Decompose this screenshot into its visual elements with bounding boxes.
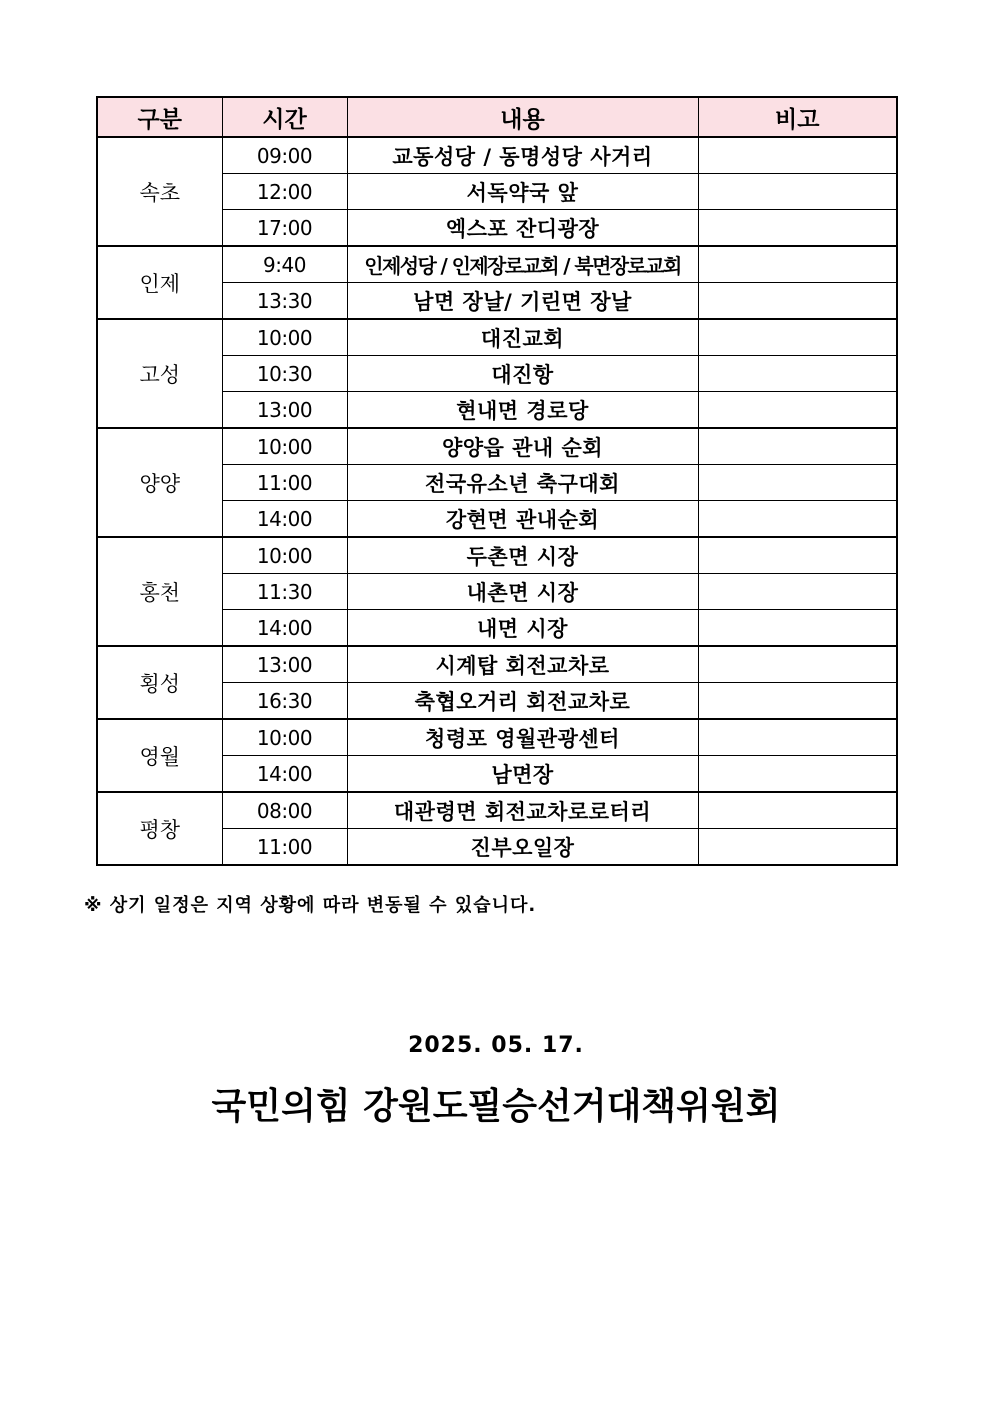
note-cell — [698, 392, 897, 429]
organization-name: 국민의힘 강원도필승선거대책위원회 — [211, 1086, 781, 1127]
content-cell: 내촌면 시장 — [347, 574, 698, 610]
schedule-table — [96, 96, 898, 866]
region-cell: 인제 — [97, 246, 222, 319]
note-cell — [698, 610, 897, 647]
content-cell: 시계탑 회전교차로 — [347, 646, 698, 683]
time-cell: 14:00 — [222, 501, 347, 538]
region-cell: 횡성 — [97, 646, 222, 719]
time-cell: 10:30 — [222, 356, 347, 392]
header-time: 시간 — [222, 97, 347, 137]
content-cell: 두촌면 시장 — [347, 537, 698, 574]
content-cell: 축협오거리 회전교차로 — [347, 683, 698, 720]
time-cell: 09:00 — [222, 137, 347, 174]
footnote: ※ 상기 일정은 지역 상황에 따라 변동될 수 있습니다. — [84, 895, 537, 916]
table-row — [97, 719, 897, 756]
note-cell — [698, 829, 897, 866]
schedule-body — [97, 137, 897, 865]
content-cell: 서독약국 앞 — [347, 174, 698, 210]
time-cell: 11:00 — [222, 465, 347, 501]
note-cell — [698, 210, 897, 247]
time-cell: 16:30 — [222, 683, 347, 720]
note-cell — [698, 756, 897, 793]
note-cell — [698, 501, 897, 538]
time-cell: 08:00 — [222, 792, 347, 829]
table-row — [97, 646, 897, 683]
header-category: 구분 — [97, 97, 222, 137]
content-cell: 청령포 영월관광센터 — [347, 719, 698, 756]
note-cell — [698, 174, 897, 210]
note-cell — [698, 246, 897, 283]
content-cell: 교동성당 / 동명성당 사거리 — [347, 137, 698, 174]
note-cell — [698, 428, 897, 465]
content-cell: 엑스포 잔디광장 — [347, 210, 698, 247]
table-row — [97, 319, 897, 356]
note-cell — [698, 356, 897, 392]
region-cell: 고성 — [97, 319, 222, 428]
note-cell — [698, 137, 897, 174]
time-cell: 14:00 — [222, 756, 347, 793]
region-cell: 속초 — [97, 137, 222, 246]
time-cell: 12:00 — [222, 174, 347, 210]
region-cell: 홍천 — [97, 537, 222, 646]
content-cell: 대진항 — [347, 356, 698, 392]
note-cell — [698, 283, 897, 320]
time-cell: 10:00 — [222, 537, 347, 574]
table-row — [97, 537, 897, 574]
content-cell: 남면 장날/ 기린면 장날 — [347, 283, 698, 320]
time-cell: 10:00 — [222, 719, 347, 756]
region-cell: 양양 — [97, 428, 222, 537]
time-cell: 13:00 — [222, 392, 347, 429]
table-row — [97, 137, 897, 174]
note-cell — [698, 792, 897, 829]
content-cell: 현내면 경로당 — [347, 392, 698, 429]
content-cell: 강현면 관내순회 — [347, 501, 698, 538]
time-cell: 11:30 — [222, 574, 347, 610]
table-row — [97, 792, 897, 829]
time-cell: 11:00 — [222, 829, 347, 866]
header-note: 비고 — [698, 97, 897, 137]
content-cell: 진부오일장 — [347, 829, 698, 866]
content-cell: 전국유소년 축구대회 — [347, 465, 698, 501]
table-row — [97, 246, 897, 283]
content-cell: 남면장 — [347, 756, 698, 793]
content-cell: 양양읍 관내 순회 — [347, 428, 698, 465]
content-cell: 내면 시장 — [347, 610, 698, 647]
time-cell: 9:40 — [222, 246, 347, 283]
time-cell: 14:00 — [222, 610, 347, 647]
content-cell: 대관령면 회전교차로로터리 — [347, 792, 698, 829]
note-cell — [698, 319, 897, 356]
note-cell — [698, 537, 897, 574]
time-cell: 10:00 — [222, 319, 347, 356]
note-cell — [698, 719, 897, 756]
header-row — [97, 97, 897, 137]
table-row — [97, 428, 897, 465]
region-cell: 영월 — [97, 719, 222, 792]
note-cell — [698, 646, 897, 683]
note-cell — [698, 683, 897, 720]
region-cell: 평창 — [97, 792, 222, 865]
content-cell: 대진교회 — [347, 319, 698, 356]
note-cell — [698, 574, 897, 610]
note-cell — [698, 465, 897, 501]
content-cell: 인제성당 / 인제장로교회 / 북면장로교회 — [347, 246, 698, 283]
header-content: 내용 — [347, 97, 698, 137]
time-cell: 17:00 — [222, 210, 347, 247]
time-cell: 13:30 — [222, 283, 347, 320]
time-cell: 13:00 — [222, 646, 347, 683]
issue-date: 2025. 05. 17. — [408, 1033, 584, 1058]
time-cell: 10:00 — [222, 428, 347, 465]
